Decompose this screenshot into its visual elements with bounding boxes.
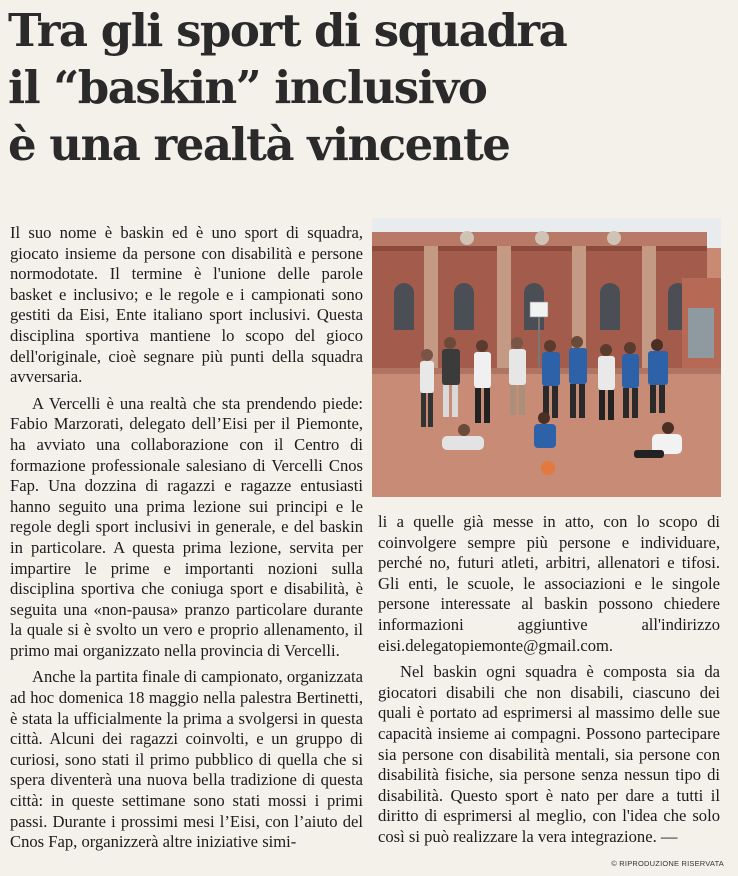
copyright-notice: © RIPRODUZIONE RISERVATA bbox=[611, 859, 724, 868]
headline-line-1: Tra gli sport di squadra bbox=[8, 4, 567, 57]
article-headline bbox=[8, 2, 728, 173]
article-paragraph-5: Nel baskin ogni squadra è composta sia da giocatori disabili che non disabili, ciascuno dei quali è portato ad esprimersi al massimo delle sue capacità insieme ai compagni. Possono partecipare sia persone con disabilità mentali, sia persone con disabilità fisiche, sia persone senza nessun tipo di disabilità. Questo sport è nato per dare a tutti il diritto di esprimersi al meglio, con l'idea che solo così si può realizzare la vera integrazione. — bbox=[378, 662, 720, 846]
headline-line-2: il “baskin” inclusivo bbox=[8, 61, 487, 114]
article-paragraph-2: A Vercelli è una realtà che sta prendendo piede: Fabio Marzorati, delegato dell’Eisi per il Piemonte, ha avviato una collaborazione con il Centro di formazione professionale salesiano di Vercelli Cnos Fap. Una dozzina di ragazzi e ragazze entusiasti hanno seguito una prima lezione sui principi e le regole degli sport inclusivi in generale, e del baskin in particolare. A questa prima lezione, servita per impartire le prime e importanti nozioni sulla disciplina sportiva che coniuga sport e disabilità, è seguita una «non-pausa» pranzo particolare durante la quale si è svolto un vero e proprio allenamento, il primo mai organizzato nella provincia di Vercelli. bbox=[10, 393, 363, 660]
article-paragraph-1: Il suo nome è baskin ed è uno sport di squadra, giocato insieme da persone con disabilità e persone normodotate. Il termine è l'unione delle parole basket e inclusivo; e le regole e i campionati sono gestiti da Eisi, Ente italiano sport inclusivi. Questa disciplina sportiva mantiene lo scopo del gioco dell'originale, cioè segnare più punti della squadra avversaria. bbox=[10, 223, 363, 387]
article-column-right bbox=[378, 512, 720, 848]
headline-line-3: è una realtà vincente bbox=[8, 118, 510, 171]
article-paragraph-4: li a quelle già messe in atto, con lo scopo di coinvolgere sempre più persone e individuare, perché no, futuri atleti, arbitri, allenatori e tifosi. Gli enti, le scuole, le associazioni e le singole persone interessate al baskin possono chiedere informazioni aggiuntive all'indirizzo eisi.delegatopiemonte@gmail.com. bbox=[378, 512, 720, 655]
article-paragraph-3: Anche la partita finale di campionato, organizzata ad hoc domenica 18 maggio nella palestra Bertinetti, è stata la ufficialmente la prima a svolgersi in questa città. Alcuni dei ragazzi coinvolti, e un gruppo di curiosi, sono stati il primo pubblico di quella che si spera diventerà una nuova bella tradizione di questa città: in queste settimane sono stati mossi i primi passi. Durante i prossimi mesi l’Eisi, con l’aiuto del Cnos Fap, organizzerà altre iniziative simi- bbox=[10, 667, 363, 852]
article-column-left bbox=[10, 223, 363, 853]
team-photo bbox=[372, 218, 721, 497]
